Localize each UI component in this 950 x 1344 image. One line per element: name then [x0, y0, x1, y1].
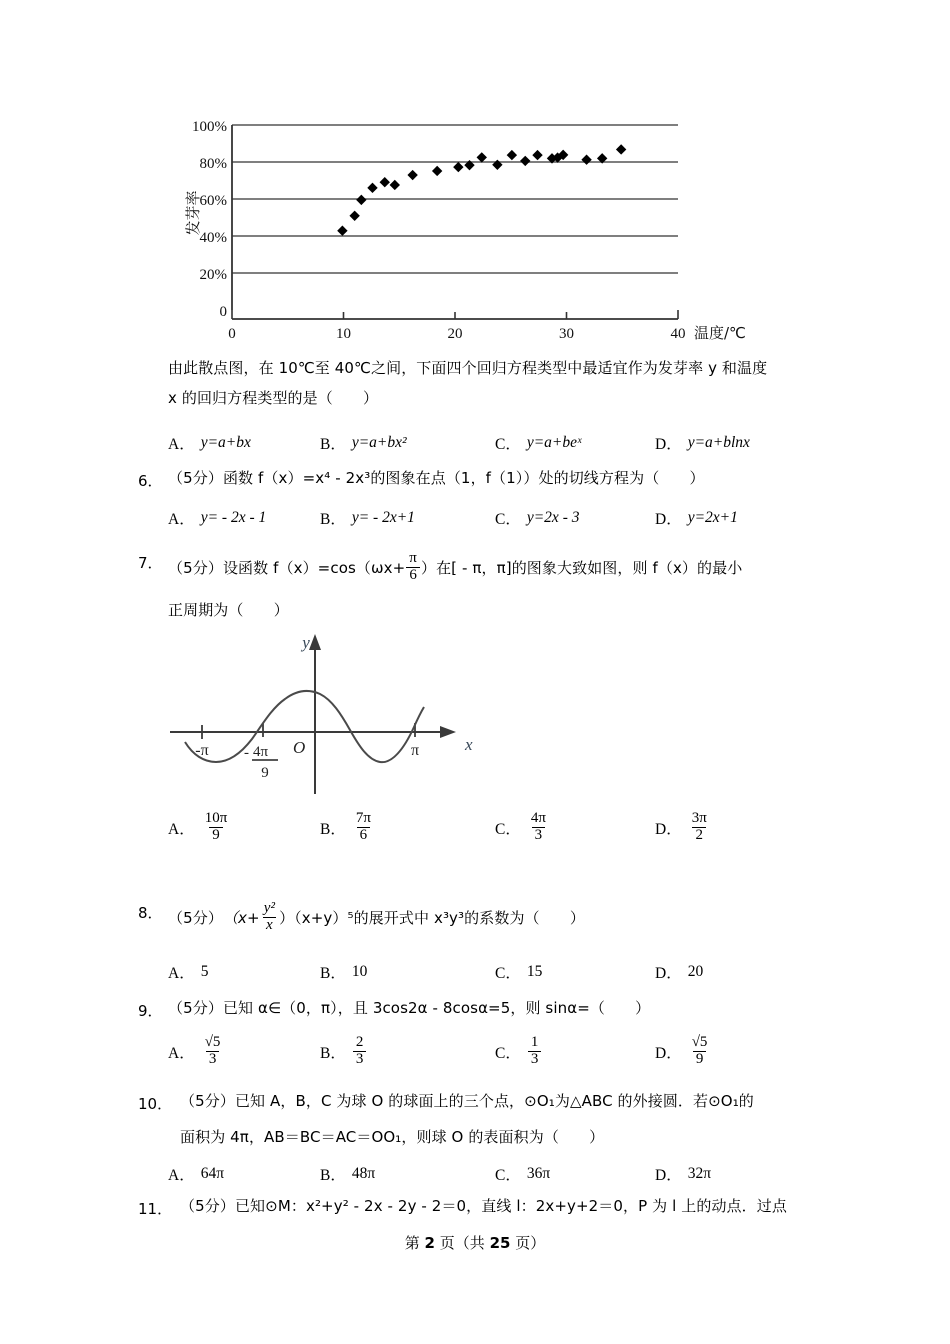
q7-cosine-graph-figure [160, 622, 500, 802]
q8-option-d[interactable]: D． 20 [655, 963, 704, 982]
q5-option-d[interactable]: D． y=a+blnx [655, 434, 750, 453]
q7-figure-svg [160, 622, 500, 802]
chart-point [507, 150, 517, 160]
q7-score: （5分） [168, 559, 223, 577]
svg-text:4π: 4π [253, 744, 269, 760]
q6-option-d[interactable]: D． y=2x+1 [655, 509, 738, 528]
footer-middle: 页（共 [439, 1234, 485, 1252]
q7-option-d-fraction: $\frac{3\pi}{2}$ [691, 810, 707, 843]
chart-gridlines [232, 125, 678, 273]
q7-stem-line2: 正周期为（ ） [168, 601, 289, 619]
q6-number: 6． [138, 472, 163, 490]
chart-x-axis-title: 温度/℃ [694, 324, 746, 342]
chart-y-axis-title: 发芽率 [184, 190, 202, 236]
q10-option-d[interactable]: D． 32π [655, 1165, 712, 1184]
chart-point [581, 155, 591, 165]
chart-point [380, 177, 390, 187]
q9-option-c-fraction: $\frac{1}{3}$ [528, 1035, 542, 1068]
germination-rate-scatter-chart [170, 105, 790, 350]
footer-page-number: 2 [424, 1234, 435, 1252]
q5-stem-line2 [168, 390, 378, 407]
q10-score: （5分） [180, 1092, 235, 1110]
chart-point [477, 152, 487, 162]
svg-text:9: 9 [261, 765, 269, 781]
q11-stem-line1 [180, 1198, 787, 1215]
q10-stem-line1 [180, 1093, 754, 1110]
figure-tick-mid-label [244, 744, 278, 781]
svg-text:10: 10 [336, 326, 351, 342]
svg-text:40: 40 [670, 326, 686, 342]
q9-option-b-fraction: $\frac{2}{3}$ [353, 1035, 367, 1068]
figure-tick-right-label: π [410, 742, 420, 759]
figure-origin-label: O [293, 738, 306, 757]
q6-option-a[interactable]: A． y= - 2x - 1 [168, 509, 267, 528]
q7-options [168, 812, 868, 852]
chart-point [453, 162, 463, 172]
q7-stem-a: 设函数 f（x）=cos（ωx+ [222, 559, 406, 577]
svg-text:0: 0 [219, 304, 227, 320]
q7-stem-b: ）在[ - π，π]的图象大致如图，则 f（x）的最小 [420, 559, 743, 577]
q7-option-a-fraction: $\frac{10\pi}{9}$ [204, 810, 228, 843]
svg-text:-: - [244, 745, 249, 761]
chart-point [492, 160, 502, 170]
q6-options [168, 507, 868, 531]
svg-text:30: 30 [559, 326, 574, 342]
q10-number: 10． [138, 1095, 173, 1113]
figure-x-label: x [465, 735, 473, 754]
q9-options [168, 1036, 868, 1076]
q8-stem-b: ）（x+y）⁵的展开式中 x³y³的系数为（ ） [279, 909, 585, 927]
chart-data-points [337, 144, 626, 236]
chart-point [356, 195, 366, 205]
q7-stem-line1 [168, 552, 742, 585]
q8-option-b[interactable]: B． 10 [320, 963, 368, 982]
q11-number: 11． [138, 1200, 173, 1218]
page-footer [0, 1232, 950, 1253]
q8-y-squared-over-x-fraction: $\frac{\text{y²}}{x}$ [263, 900, 276, 933]
figure-y-axis-arrow [309, 634, 321, 650]
q7-pi-over-6-fraction: $\frac{\pi}{6}$ [406, 551, 420, 584]
q7-option-a[interactable]: A． $\frac{10\pi}{9}$ [168, 812, 231, 845]
chart-x-tick-labels [228, 326, 685, 342]
q5-stem-line2-text: x 的回归方程类型的是（ ） [168, 389, 379, 407]
chart-x-ticks [232, 310, 678, 319]
chart-point [337, 226, 347, 236]
figure-y-label: y [302, 633, 310, 652]
q9-option-a-fraction: $\frac{√5}{3}$ [204, 1034, 221, 1067]
q9-option-c[interactable]: C． $\frac{1}{3}$ [495, 1036, 542, 1069]
q9-option-d-fraction: $\frac{√5}{9}$ [691, 1034, 708, 1067]
q6-stem [168, 470, 705, 487]
q9-number: 9． [138, 1002, 163, 1020]
q7-option-b-fraction: $\frac{7\pi}{6}$ [355, 810, 371, 843]
q5-option-c[interactable]: C． y=a+beˣ [495, 434, 582, 453]
q9-stem [168, 1000, 650, 1017]
svg-text:20%: 20% [199, 267, 227, 283]
q7-option-d[interactable]: D． $\frac{3\pi}{2}$ [655, 812, 711, 845]
chart-point [390, 180, 400, 190]
q8-option-a[interactable]: A． 5 [168, 963, 209, 982]
q8-stem [168, 902, 585, 935]
q9-option-d[interactable]: D． $\frac{√5}{9}$ [655, 1036, 711, 1069]
q9-option-a[interactable]: A． $\frac{√5}{3}$ [168, 1036, 224, 1069]
q7-option-c-fraction: $\frac{4\pi}{3}$ [530, 810, 546, 843]
svg-text:0: 0 [228, 326, 236, 342]
footer-suffix: 页） [515, 1234, 546, 1252]
chart-point [367, 183, 377, 193]
q7-option-c[interactable]: C． $\frac{4\pi}{3}$ [495, 812, 550, 845]
q11-stem-line1-text: 已知⊙M：x²+y² - 2x - 2y - 2＝0，直线 l：2x+y+2＝0，P 为 l 上的动点．过点 [234, 1197, 787, 1215]
q8-stem-a: （x+ [222, 909, 260, 927]
q8-options [168, 961, 868, 985]
q10-option-a[interactable]: A． 64π [168, 1165, 225, 1184]
chart-point [616, 144, 626, 154]
chart-point [532, 150, 542, 160]
svg-text:80%: 80% [199, 156, 227, 172]
q5-option-a[interactable]: A． y=a+bx [168, 434, 251, 453]
svg-text:20: 20 [447, 326, 463, 342]
q9-stem-text: 已知 α∈（0，π），且 3cos2α - 8cosα=5，则 sinα=（ ） [222, 999, 651, 1017]
q6-option-c[interactable]: C． y=2x - 3 [495, 509, 580, 528]
q8-number: 8． [138, 904, 163, 922]
q9-option-b[interactable]: B． $\frac{2}{3}$ [320, 1036, 367, 1069]
svg-text:100%: 100% [192, 119, 227, 135]
chart-point [349, 211, 359, 221]
q10-stem-line2 [180, 1129, 604, 1146]
q5-stem-line1 [168, 360, 767, 377]
q11-score: （5分） [180, 1197, 235, 1215]
q6-stem-text: 函数 f（x）=x⁴ - 2x³的图象在点（1，f（1））处的切线方程为（ ） [222, 469, 705, 487]
figure-tick-left-label: -π [195, 742, 209, 759]
chart-svg [170, 105, 790, 350]
chart-point [407, 170, 417, 180]
footer-prefix: 第 [404, 1234, 420, 1252]
q8-score: （5分） [168, 909, 223, 927]
q10-option-c[interactable]: C． 36π [495, 1165, 551, 1184]
chart-point [520, 156, 530, 166]
q5-options [168, 432, 868, 456]
q5-option-b[interactable]: B． y=a+bx² [320, 434, 407, 453]
q6-score: （5分） [168, 469, 223, 487]
q10-options [168, 1163, 868, 1187]
q7-number: 7． [138, 554, 163, 572]
q6-option-b[interactable]: B． y= - 2x+1 [320, 509, 415, 528]
q10-stem-line2-text: 面积为 4π，AB＝BC＝AC＝OO₁，则球 O 的表面积为（ ） [180, 1128, 605, 1146]
q7-option-b[interactable]: B． $\frac{7\pi}{6}$ [320, 812, 375, 845]
svg-text:40%: 40% [199, 230, 227, 246]
q10-stem-line1-text: 已知 A，B，C 为球 O 的球面上的三个点，⊙O₁为△ABC 的外接圆．若⊙O₁的 [234, 1092, 754, 1110]
q8-option-c[interactable]: C． 15 [495, 963, 543, 982]
figure-x-axis-arrow [440, 726, 456, 738]
q10-option-b[interactable]: B． 48π [320, 1165, 376, 1184]
svg-text:60%: 60% [199, 193, 227, 209]
footer-total-pages: 25 [489, 1234, 511, 1252]
q9-score: （5分） [168, 999, 223, 1017]
chart-point [432, 166, 442, 176]
q5-stem-line1-text: 由此散点图，在 10℃至 40℃之间，下面四个回归方程类型中最适宜作为发芽率 y 和温度 [168, 359, 768, 377]
